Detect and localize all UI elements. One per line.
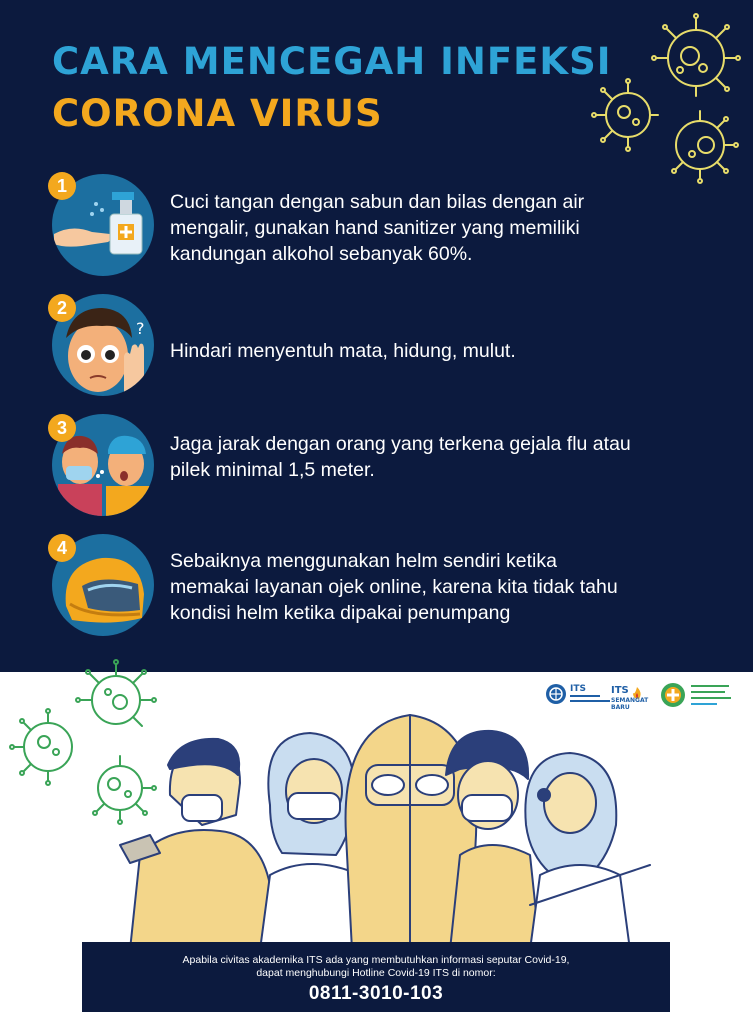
- hotline-number: 0811-3010-103: [308, 983, 444, 1004]
- step-2-number-badge: 2: [48, 294, 76, 322]
- step-4-number-badge: 4: [48, 534, 76, 562]
- step-4-text: Sebaiknya menggunakan helm sendiri ketika memakai layanan ojek online, karena kita tidak tahu kondisi helm ketika dipakai penumpang: [170, 550, 618, 624]
- step-1-number-badge: 1: [48, 172, 76, 200]
- step-1-text: Cuci tangan dengan sabun dan bilas dengan air mengalir, gunakan hand sanitizer yang memiliki kandungan alkohol sebanyak 60%.: [170, 191, 585, 265]
- its-logo-text: ITS: [570, 684, 586, 694]
- hotline-text-line2: dapat menghubungi Hotline Covid-19 ITS di nomor:: [256, 967, 496, 979]
- step-3-text: Jaga jarak dengan orang yang terkena gejala flu atau pilek minimal 1,5 meter.: [170, 433, 631, 481]
- tim-covid-text-line1: [691, 685, 729, 687]
- step-1: [0, 170, 753, 280]
- logo-strip: ITS ITS SEMANGAT BARU: [545, 681, 745, 717]
- step-3: [0, 412, 753, 522]
- page-title-line2: CORONA VIRUS: [52, 92, 383, 135]
- hotline-box: [82, 942, 670, 1012]
- tim-covid-text-line4: [691, 703, 717, 705]
- step-4: [0, 532, 753, 642]
- step-2-text: Hindari menyentuh mata, hidung, mulut.: [170, 340, 516, 362]
- step-3-number-badge: 3: [48, 414, 76, 442]
- tim-covid-text-line2: [691, 691, 725, 693]
- svg-text:?: ?: [136, 319, 145, 338]
- hotline-text-line1: Apabila civitas akademika ITS ada yang membutuhkan informasi seputar Covid-19,: [182, 954, 570, 966]
- page-title-line1: CARA MENCEGAH INFEKSI: [52, 40, 612, 83]
- health-workers-illustration: [110, 685, 670, 950]
- step-2: [0, 292, 753, 402]
- tim-covid-text-line3: [691, 697, 731, 699]
- virus-illustration-icon: [588, 10, 748, 185]
